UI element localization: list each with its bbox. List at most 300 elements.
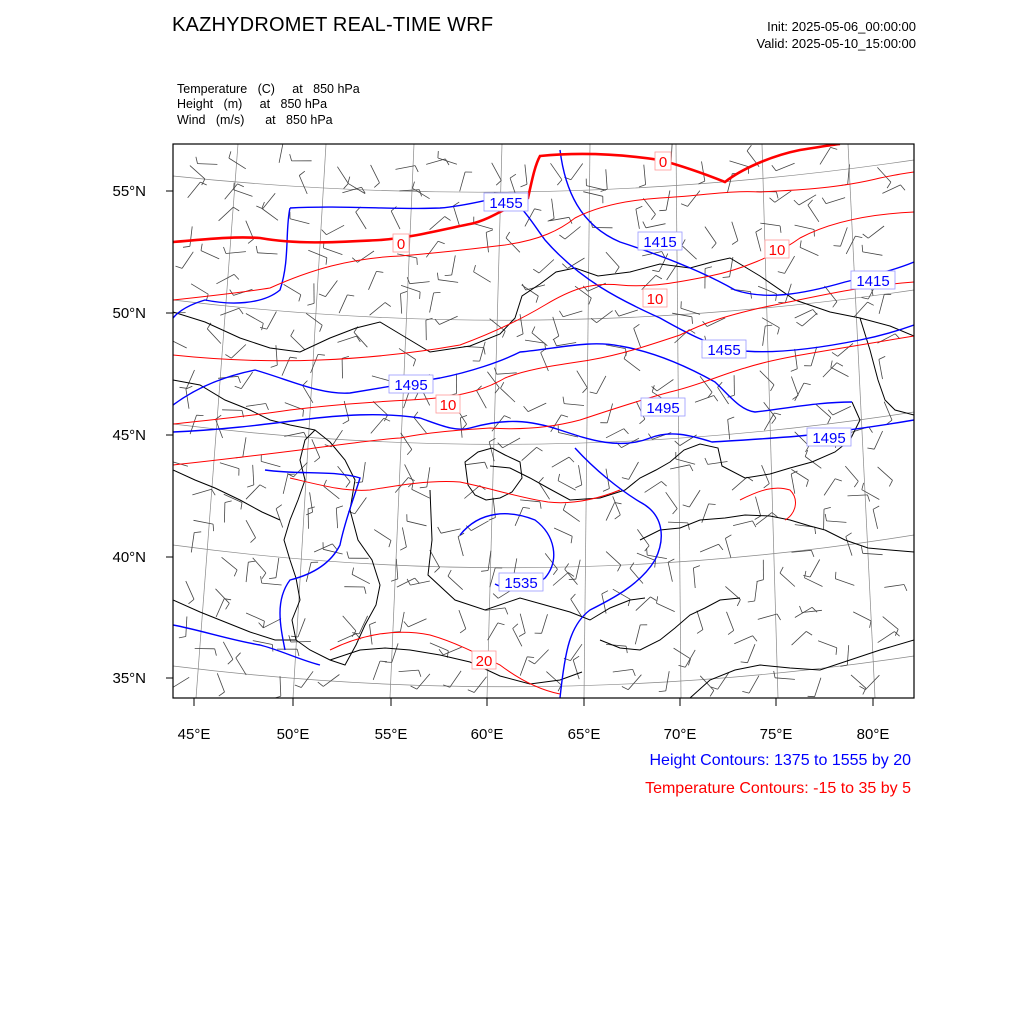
wind-barb-flag xyxy=(256,246,257,253)
wind-barb-flag xyxy=(498,623,505,625)
wind-barb-flag xyxy=(417,258,418,265)
wind-barb xyxy=(486,232,488,252)
wind-barb xyxy=(326,281,338,297)
wind-barb xyxy=(732,477,747,490)
lat-label-55: 55°N xyxy=(112,183,146,200)
wind-barb-flag xyxy=(753,636,757,642)
lat-label-50: 50°N xyxy=(112,305,146,322)
wind-barb xyxy=(169,339,187,348)
wind-barb-flag xyxy=(224,247,226,254)
lon-ticks xyxy=(194,698,873,706)
wind-barb-flag xyxy=(824,507,831,509)
wind-barb-flag xyxy=(681,204,688,207)
wind-barb-flag xyxy=(791,369,798,372)
wind-barb xyxy=(503,438,520,448)
wind-barb xyxy=(207,329,221,344)
wind-barb-flag xyxy=(553,336,559,340)
wind-barb-flag xyxy=(370,622,376,625)
wind-barb xyxy=(848,495,868,496)
wind-barb xyxy=(294,463,308,477)
wind-barb-flag xyxy=(212,489,216,495)
wind-barb-flag xyxy=(575,485,581,488)
wind-barb xyxy=(730,257,733,277)
wind-barb xyxy=(352,574,370,583)
wind-barb xyxy=(430,550,440,568)
wind-barb-flag xyxy=(262,573,266,579)
wind-barb xyxy=(241,372,252,389)
wind-barb-flag xyxy=(196,157,198,164)
wind-barb xyxy=(775,678,795,680)
lon-label-65: 65°E xyxy=(567,726,601,743)
wind-barb xyxy=(727,612,734,631)
wind-barb-flag xyxy=(535,209,542,211)
wind-barb-flag xyxy=(561,415,568,417)
temp-contour-20 xyxy=(330,632,560,694)
wind-barb-flag xyxy=(697,630,703,634)
height-contour-1495 xyxy=(173,344,852,412)
wind-barb xyxy=(401,433,412,450)
wind-barb xyxy=(224,494,242,502)
wind-barb xyxy=(613,589,630,599)
temp-label-10-b: 10 xyxy=(646,291,664,308)
wind-barb xyxy=(883,617,899,630)
wind-barb xyxy=(780,573,795,586)
wind-barb-flag xyxy=(306,512,312,515)
wind-barb-flag xyxy=(772,418,776,424)
wind-barb xyxy=(799,195,816,205)
wind-barb-flag xyxy=(558,474,560,481)
wind-barb-flag xyxy=(299,295,301,302)
wind-barb-flag xyxy=(401,291,408,293)
wind-barb xyxy=(426,241,438,257)
wind-barb xyxy=(670,465,690,469)
wind-barb xyxy=(253,558,266,573)
wind-barb-flag xyxy=(234,274,239,279)
wind-barb-flag xyxy=(536,296,538,303)
wind-barb xyxy=(358,251,375,262)
border-kyrgyzstan-tajikistan xyxy=(640,515,825,540)
wind-barb-flag xyxy=(692,317,693,324)
wind-barb-flag xyxy=(771,385,775,391)
gridline-lon-70 xyxy=(676,144,681,698)
wind-barb-flag xyxy=(728,630,734,634)
wind-barb xyxy=(791,377,798,396)
wind-barb xyxy=(263,193,276,209)
wind-barb xyxy=(643,198,655,214)
wind-barb xyxy=(785,284,791,303)
wind-barb xyxy=(563,311,582,317)
wind-barb-flag xyxy=(805,571,806,578)
wind-barb xyxy=(666,191,670,211)
wind-barb-flag xyxy=(297,649,299,656)
wind-barb xyxy=(878,467,893,480)
wind-barb-flag xyxy=(262,323,264,330)
wind-barb-flag xyxy=(868,495,870,502)
wind-barb-flag xyxy=(183,246,190,247)
wind-barb xyxy=(337,167,348,184)
wind-barb-flag xyxy=(420,487,427,488)
wind-barb xyxy=(371,165,380,183)
wind-barb xyxy=(450,671,461,687)
wind-barb xyxy=(443,647,462,655)
wind-barb xyxy=(216,599,224,617)
wind-barb-flag xyxy=(668,559,674,562)
wind-barb-flag xyxy=(652,270,659,271)
wind-barb xyxy=(392,643,398,662)
wind-barb-flag xyxy=(445,159,449,165)
wind-barb xyxy=(851,675,866,688)
wind-barb xyxy=(460,172,465,191)
wind-barb-flag xyxy=(527,657,534,658)
wind-barb xyxy=(220,308,239,315)
wind-barb xyxy=(354,332,367,347)
wind-barb xyxy=(756,232,761,251)
wind-barb xyxy=(453,206,459,225)
wind-barb xyxy=(558,481,576,490)
wind-barb xyxy=(528,403,546,412)
wind-barb-flag xyxy=(559,235,565,239)
wind-barb-flag xyxy=(822,198,826,204)
wind-barb-flag xyxy=(235,386,242,388)
wind-barb xyxy=(802,313,817,326)
wind-barb-flag xyxy=(901,185,906,190)
wind-barb xyxy=(539,483,550,500)
wind-barb xyxy=(186,389,189,409)
wind-barb-flag xyxy=(751,292,752,299)
lat-label-45: 45°N xyxy=(112,427,146,444)
wind-barb-flag xyxy=(289,635,291,642)
wind-barb-flag xyxy=(643,222,646,228)
wind-barb xyxy=(410,581,430,585)
wind-barb-flag xyxy=(650,597,656,601)
wind-barb xyxy=(763,326,766,346)
wind-barb-flag xyxy=(318,682,324,686)
wind-barb-flag xyxy=(234,570,237,576)
wind-barb-flag xyxy=(201,244,202,251)
wind-barb-flag xyxy=(705,458,708,464)
wind-barb xyxy=(299,176,307,194)
wind-barb-flag xyxy=(806,480,808,487)
wind-barb xyxy=(657,380,673,391)
wind-barb-flag xyxy=(870,621,871,628)
wind-barb-flag xyxy=(380,661,387,662)
temperature-contours xyxy=(173,144,914,694)
temp-contour-15-south xyxy=(290,478,620,503)
wind-barb-flag xyxy=(407,450,412,455)
gridline-lon-55 xyxy=(390,144,414,698)
wind-barb-flag xyxy=(565,564,569,570)
wind-barb xyxy=(186,617,187,637)
wind-barb-flag xyxy=(304,432,307,438)
wind-barb xyxy=(613,496,621,515)
temp-label-10-c: 10 xyxy=(439,397,457,414)
wind-barb-flag xyxy=(319,294,326,297)
wind-barb-flag xyxy=(164,306,166,313)
wind-barb xyxy=(785,256,795,273)
wind-barb-flag xyxy=(559,311,563,317)
wind-barb xyxy=(552,457,569,467)
wind-barb-flag xyxy=(352,568,354,575)
wind-barb xyxy=(413,188,430,198)
wind-barb xyxy=(800,247,818,255)
wind-barb xyxy=(666,492,678,508)
wind-barb xyxy=(224,503,225,523)
height-contour-1455-north xyxy=(290,197,914,352)
wind-barb xyxy=(776,163,795,171)
wind-barb xyxy=(805,457,821,469)
wind-barb xyxy=(369,271,377,289)
wind-barb xyxy=(685,650,695,667)
wind-barb xyxy=(258,253,278,254)
wind-barb xyxy=(308,250,327,257)
wind-barb xyxy=(438,158,457,164)
wind-barb xyxy=(448,576,463,590)
wind-barb-flag xyxy=(774,671,775,678)
wind-barb-flag xyxy=(502,331,505,337)
wind-barb xyxy=(191,533,194,553)
wind-barb xyxy=(223,642,233,660)
height-label-1495-c: 1495 xyxy=(812,430,846,447)
wind-barb-flag xyxy=(415,166,418,172)
wind-barb-flag xyxy=(322,230,327,235)
wind-barb-flag xyxy=(719,544,723,550)
wind-barb xyxy=(246,613,264,621)
wind-barb xyxy=(324,248,343,255)
wind-barb xyxy=(290,219,309,224)
wind-barb xyxy=(412,489,430,498)
wind-barb-flag xyxy=(332,544,336,550)
gridline-lon-50 xyxy=(293,144,326,698)
wind-barb xyxy=(824,479,835,496)
wind-barb xyxy=(571,599,582,616)
wind-barb xyxy=(279,143,283,163)
height-labels xyxy=(389,193,895,592)
wind-barb-flag xyxy=(659,210,666,211)
variable-temperature: Temperature (C) at 850 hPa xyxy=(177,82,360,96)
wind-barb xyxy=(795,383,804,401)
wind-barb xyxy=(624,359,640,371)
wind-barb xyxy=(862,490,880,500)
wind-barb-flag xyxy=(504,416,510,419)
lon-label-70: 70°E xyxy=(663,726,697,743)
wind-barb xyxy=(201,251,219,259)
init-time: Init: 2025-05-06_00:00:00 xyxy=(767,19,916,34)
lon-label-60: 60°E xyxy=(470,726,504,743)
wind-barb xyxy=(795,225,815,229)
lat-label-35: 35°N xyxy=(112,670,146,687)
wind-barb-flag xyxy=(742,691,749,693)
wind-barb-flag xyxy=(636,206,642,209)
wind-barb-flag xyxy=(239,308,243,314)
country-borders xyxy=(173,258,914,698)
wind-barb-flag xyxy=(411,686,417,689)
wind-barb xyxy=(606,503,615,521)
wind-barb xyxy=(567,258,584,269)
wind-barb xyxy=(458,537,463,556)
wind-barb xyxy=(520,614,525,633)
wind-barb xyxy=(628,675,641,690)
wind-barb xyxy=(702,161,705,181)
temp-label-0-a: 0 xyxy=(396,236,406,253)
wind-barb-flag xyxy=(326,258,327,265)
wind-barb xyxy=(363,462,366,482)
wind-barb-flag xyxy=(291,330,294,336)
wind-barb xyxy=(841,227,848,246)
wind-barb-flag xyxy=(241,503,242,510)
wind-barb xyxy=(762,318,779,328)
wind-barb-flag xyxy=(776,192,778,199)
caspian-sea-coast xyxy=(284,430,380,665)
wind-barb-flag xyxy=(489,438,495,441)
wind-barb xyxy=(795,310,813,319)
wind-barb-flag xyxy=(800,606,803,613)
wind-barb xyxy=(657,603,675,611)
height-label-1455-b: 1455 xyxy=(707,342,741,359)
wind-barb-flag xyxy=(434,292,441,293)
wind-barb xyxy=(682,246,697,260)
wind-barb-flag xyxy=(615,267,619,273)
wind-barb-flag xyxy=(615,515,621,519)
wind-barb-flag xyxy=(774,413,781,415)
wind-barb-flag xyxy=(630,563,634,569)
wind-barb xyxy=(728,420,730,440)
wind-barb xyxy=(863,553,883,554)
wind-barb-flag xyxy=(376,271,383,272)
wind-barb-flag xyxy=(226,603,230,609)
wind-barb xyxy=(359,616,368,634)
wind-barb-flag xyxy=(415,578,420,583)
wind-barb-flag xyxy=(553,569,557,575)
wind-barb xyxy=(408,619,426,627)
wind-barb-flag xyxy=(346,482,350,488)
wind-barb xyxy=(298,618,305,637)
wind-barb-flag xyxy=(486,230,493,233)
wind-barb xyxy=(338,336,357,342)
wind-barb xyxy=(234,190,253,197)
wind-barb xyxy=(818,641,837,648)
wind-barb-flag xyxy=(879,356,885,359)
wind-barb xyxy=(460,418,462,438)
wind-barb xyxy=(606,169,607,189)
wind-barb xyxy=(749,676,759,693)
wind-barb xyxy=(282,357,290,375)
wind-barb xyxy=(430,217,445,230)
wind-barb-flag xyxy=(710,691,714,697)
wind-barb xyxy=(847,645,848,665)
wind-barb xyxy=(606,429,624,438)
wind-barb-flag xyxy=(563,397,564,404)
wind-barb-flag xyxy=(554,339,557,345)
wind-barb-flag xyxy=(384,415,387,421)
wind-barb-flag xyxy=(225,501,232,503)
wind-barb xyxy=(284,284,301,294)
wind-barb xyxy=(564,404,584,406)
wind-barb xyxy=(681,308,700,314)
wind-barb xyxy=(310,492,313,512)
wind-barb-flag xyxy=(661,481,666,486)
wind-barb-flag xyxy=(167,683,172,688)
wind-barb-flag xyxy=(622,687,628,690)
wind-barb xyxy=(520,657,527,676)
wind-barb-flag xyxy=(474,265,476,272)
wind-barb-flag xyxy=(404,622,408,627)
wind-barb-flag xyxy=(889,480,892,486)
wind-barb xyxy=(291,336,305,350)
temperature-contours-legend: Temperature Contours: -15 to 35 by 5 xyxy=(645,780,911,797)
wind-barb-flag xyxy=(732,241,738,245)
wind-barb xyxy=(276,509,283,528)
wind-barb xyxy=(396,166,416,170)
wind-barb-flag xyxy=(215,649,217,656)
wind-barb-flag xyxy=(303,381,308,386)
wind-barb-flag xyxy=(276,505,282,509)
wind-barb xyxy=(397,578,415,587)
wind-barb-flag xyxy=(563,503,566,510)
wind-barb-flag xyxy=(825,514,826,521)
wind-barb xyxy=(791,474,795,494)
wind-barb xyxy=(374,530,391,541)
wind-barb-flag xyxy=(861,546,862,553)
wind-barb xyxy=(866,675,880,689)
wind-barb xyxy=(407,521,427,526)
wind-barb xyxy=(835,579,854,586)
wind-barb-flag xyxy=(230,290,234,296)
lat-label-40: 40°N xyxy=(112,549,146,566)
wind-barb-flag xyxy=(194,532,201,533)
wind-barb-flag xyxy=(657,596,658,603)
wind-barb xyxy=(606,552,621,566)
wind-barb xyxy=(465,462,485,465)
wind-barb-flag xyxy=(238,184,244,187)
wind-barb-flag xyxy=(364,587,366,594)
wind-barb xyxy=(276,558,279,578)
wind-barb-flag xyxy=(624,429,629,434)
wind-barb xyxy=(459,610,466,629)
wind-barb xyxy=(805,578,823,587)
wind-barb-flag xyxy=(811,550,814,557)
wind-barb xyxy=(243,437,246,457)
wind-barb xyxy=(758,286,777,294)
wind-barb-flag xyxy=(833,302,837,308)
wind-barb-flag xyxy=(533,269,539,273)
wind-barb-flag xyxy=(485,462,488,469)
wind-barb-flag xyxy=(343,420,349,423)
wind-barb xyxy=(629,462,639,479)
wind-barb-flag xyxy=(228,659,233,664)
wind-barb xyxy=(191,284,208,294)
wind-barb-flag xyxy=(219,692,225,696)
wind-barb-flag xyxy=(589,298,592,305)
wind-barb xyxy=(577,371,588,388)
wind-barb xyxy=(636,209,640,229)
border-uzbekistan-turkmenistan xyxy=(428,490,645,620)
wind-barb-flag xyxy=(705,267,712,269)
wind-barb xyxy=(730,161,749,167)
wind-barb xyxy=(565,569,578,584)
wind-barb-flag xyxy=(269,578,276,579)
wind-barb-flag xyxy=(904,585,907,591)
wind-barb-flag xyxy=(640,419,645,424)
wind-barb xyxy=(668,562,672,582)
wind-barb-flag xyxy=(806,631,812,635)
wind-barb xyxy=(172,677,189,688)
wind-barb xyxy=(190,226,192,246)
wind-barb-flag xyxy=(656,275,662,279)
wind-barb-flag xyxy=(539,477,544,482)
wind-barb-flag xyxy=(647,548,648,555)
wind-barb-flag xyxy=(683,505,690,507)
wind-barb xyxy=(417,674,430,689)
